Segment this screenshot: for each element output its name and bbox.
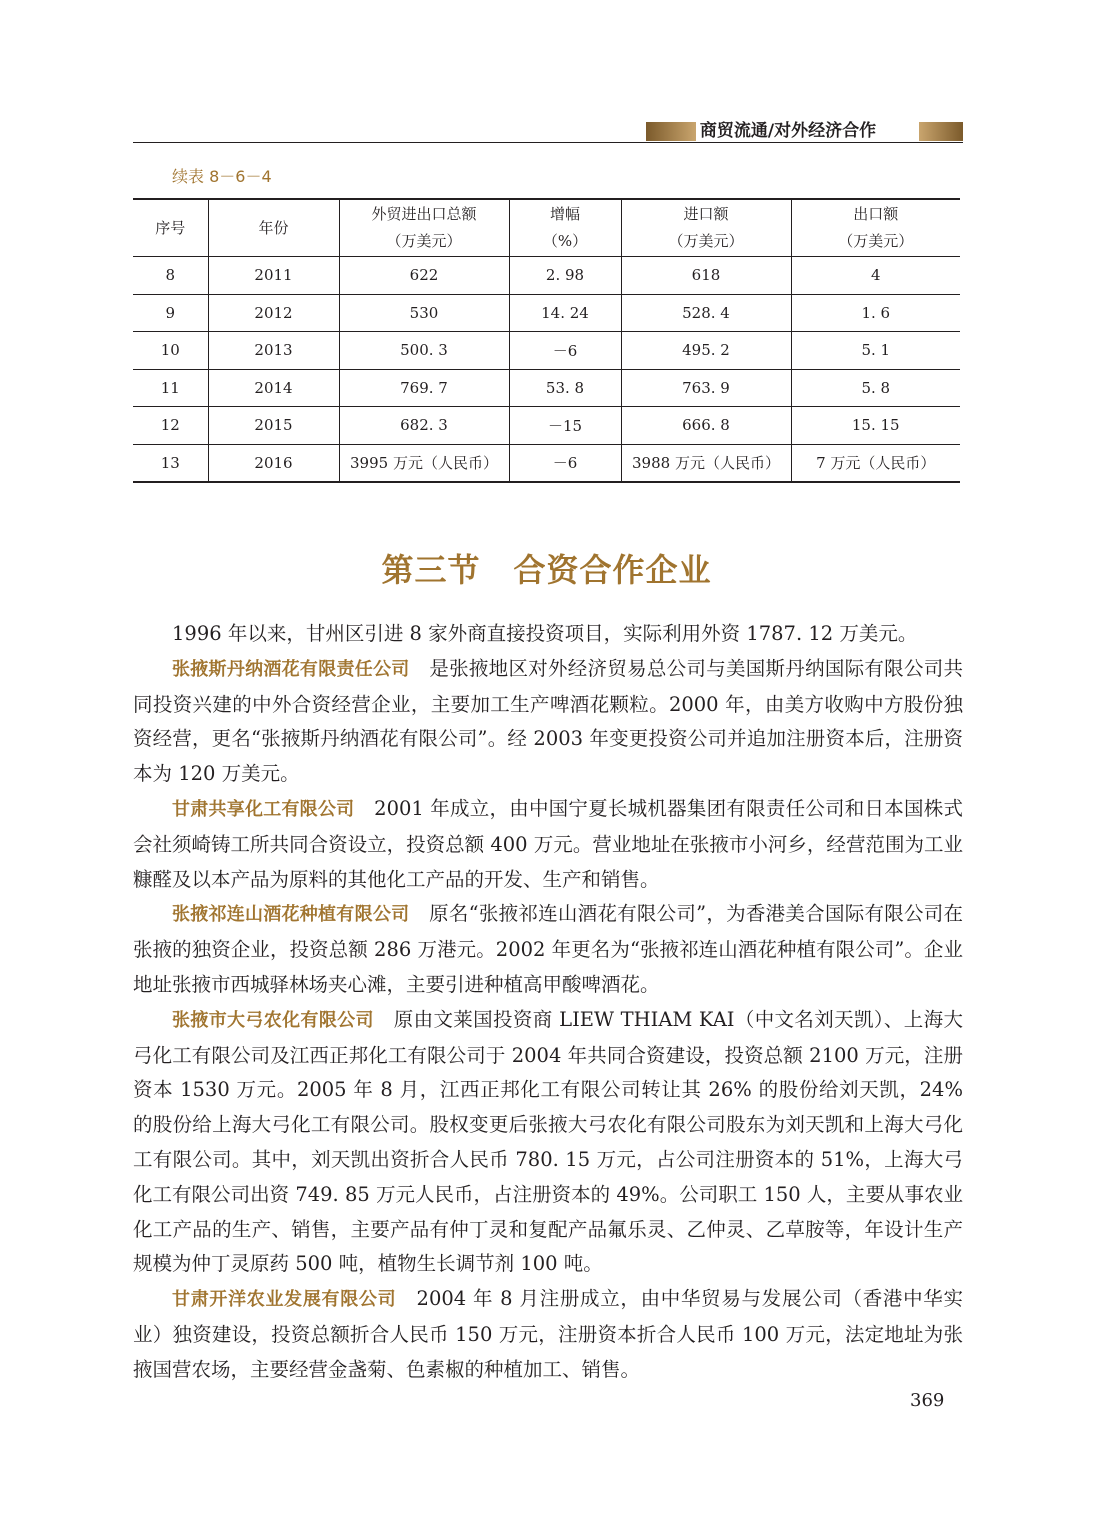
table-cell: 528. 4 — [621, 294, 791, 332]
paragraph-text: 原由文莱国投资商 LIEW THIAM KAI（中文名刘天凯）、上海大弓化工有限公司及江西正邦化工有限公司于 2004 年共同合资建设，投资总额 2100 万元，注册资本 1530 万元。2005 年 8 月，江西正邦化工有限公司转让其 26% 的股份给刘天凯，24% 的股份给上海大弓化工有限公司。股权变更后张掖大弓农化有限公司股东为刘天凯和上海大弓化工有限公司。其中，刘天凯出资折合人民币 780. 15 万元，占公司注册资本的 51%，上海大弓化工有限公司出资 749. 85 万元人民币，占注册资本的 49%。公司职工 150 人，主要从事农业化工产品的生产、销售，主要产品有仲丁灵和复配产品氟乐灵、乙仲灵、乙草胺等，年设计生产规模为仲丁灵原药 500 吨，植物生长调节剂 100 吨。 — [133, 1007, 963, 1276]
table-row — [133, 332, 960, 370]
table-cell: 5. 1 — [791, 332, 960, 370]
table-cell: 5. 8 — [791, 369, 960, 407]
column-header: 出口额 （万美元） — [791, 199, 960, 257]
table-cell: 2012 — [208, 294, 339, 332]
table-cell: 3988 万元（人民币） — [621, 444, 791, 482]
table-cell: 2011 — [208, 257, 339, 295]
paragraph — [133, 792, 963, 897]
table-cell: 682. 3 — [339, 407, 509, 445]
paragraph — [133, 897, 963, 1002]
paragraph — [133, 1003, 963, 1282]
company-name: 甘肃共享化工有限公司 — [172, 798, 355, 820]
table-cell: 495. 2 — [621, 332, 791, 370]
column-header: 年份 — [208, 199, 339, 257]
table-row — [133, 369, 960, 407]
table-cell: 666. 8 — [621, 407, 791, 445]
table-cell: 2016 — [208, 444, 339, 482]
table-cell: 15. 15 — [791, 407, 960, 445]
table-cell: －6 — [509, 332, 621, 370]
table-cell: 2014 — [208, 369, 339, 407]
body-text — [133, 617, 963, 1388]
column-header: 进口额 （万美元） — [621, 199, 791, 257]
table-row — [133, 444, 960, 482]
paragraph — [133, 1282, 963, 1387]
table-cell: 2015 — [208, 407, 339, 445]
table-cell: 7 万元（人民币） — [791, 444, 960, 482]
paragraph — [133, 652, 963, 792]
paragraph — [133, 617, 963, 652]
column-header: 序号 — [155, 218, 186, 237]
company-name: 张掖斯丹纳酒花有限责任公司 — [172, 658, 410, 680]
table-cell: －6 — [509, 444, 621, 482]
paragraph-text: 原名“张掖祁连山酒花有限公司”，为香港美合国际有限公司在张掖的独资企业，投资总额 286 万港元。2002 年更名为“张掖祁连山酒花种植有限公司”。企业地址张掖市西城驿林场夹心滩，主要引进种植高甲酸啤酒花。 — [133, 902, 963, 996]
table-caption: 续表 8－6－4 — [172, 167, 272, 186]
header-rule — [133, 142, 963, 143]
table-row — [133, 294, 960, 332]
table-cell: 763. 9 — [621, 369, 791, 407]
paragraph-text: 2004 年 8 月注册成立，由中华贸易与发展公司（香港中华实业）独资建设，投资总额折合人民币 150 万元，注册资本折合人民币 100 万元，法定地址为张掖国营农场，主要经营金盏菊、色素椒的种植加工、销售。 — [133, 1287, 963, 1381]
running-header-title: 商贸流通∕对外经济合作 — [699, 121, 877, 141]
table-cell: 769. 7 — [339, 369, 509, 407]
paragraph-text: 是张掖地区对外经济贸易总公司与美国斯丹纳国际有限公司共同投资兴建的中外合资经营企业，主要加工生产啤酒花颗粒。2000 年，由美方收购中方股份独资经营，更名“张掖斯丹纳酒花有限公司”。经 2003 年变更投资公司并追加注册资本后，注册资本为 120 万美元。 — [133, 656, 963, 786]
column-header: 增幅 （%） — [509, 199, 621, 257]
paragraph-text: 2001 年成立，由中国宁夏长城机器集团有限责任公司和日本国株式会社须崎铸工所共同合资设立，投资总额 400 万元。营业地址在张掖市小河乡，经营范围为工业糠醛及以本产品为原料的其他化工产品的开发、生产和销售。 — [133, 796, 964, 891]
table-cell: 2. 98 — [509, 257, 621, 295]
paragraph-text: 1996 年以来，甘州区引进 8 家外商直接投资项目，实际利用外资 1787. 12 万美元。 — [172, 622, 918, 645]
table-cell: 530 — [339, 294, 509, 332]
table-cell: 618 — [621, 257, 791, 295]
column-header: 外贸进出口总额 （万美元） — [339, 199, 509, 257]
table-cell: －15 — [509, 407, 621, 445]
table-row — [133, 257, 960, 295]
table-cell: 4 — [791, 257, 960, 295]
table-cell: 13 — [160, 453, 180, 472]
table-cell: 14. 24 — [509, 294, 621, 332]
page-number: 369 — [910, 1390, 945, 1411]
table-row — [133, 407, 960, 445]
header-decor-right — [919, 122, 963, 141]
table-cell: 11 — [160, 378, 180, 397]
table-cell: 622 — [339, 257, 509, 295]
trade-table — [133, 198, 960, 483]
table-cell: 53. 8 — [509, 369, 621, 407]
company-name: 甘肃开洋农业发展有限公司 — [172, 1289, 397, 1311]
table-header-row — [133, 199, 960, 257]
table-cell: 12 — [160, 416, 180, 435]
company-name: 张掖祁连山酒花种植有限公司 — [172, 904, 410, 926]
section-title: 第三节 合资合作企业 — [381, 551, 712, 589]
table-cell: 500. 3 — [339, 332, 509, 370]
table-cell: 3995 万元（人民币） — [339, 444, 509, 482]
table-cell: 8 — [165, 266, 176, 285]
table-cell: 10 — [160, 341, 180, 360]
company-name: 张掖市大弓农化有限公司 — [172, 1009, 374, 1031]
table-cell: 9 — [165, 303, 176, 322]
table-cell: 1. 6 — [791, 294, 960, 332]
table-cell: 2013 — [208, 332, 339, 370]
